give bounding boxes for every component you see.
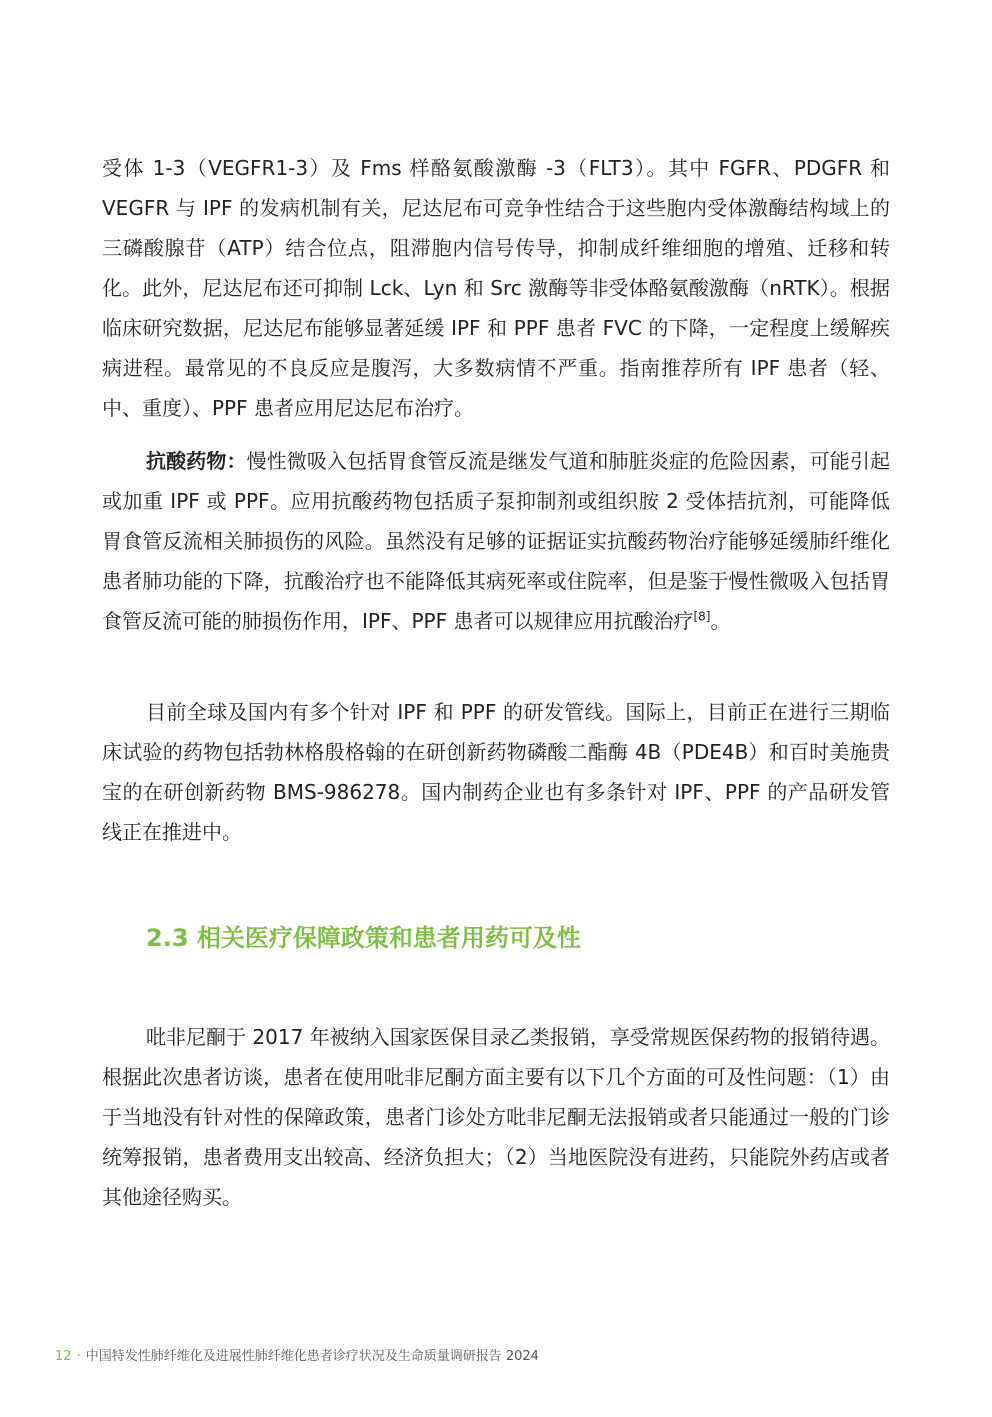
footer-separator: · <box>76 1349 81 1364</box>
antacid-end: 。 <box>710 609 731 633</box>
page-footer <box>55 1347 539 1367</box>
paragraph-nintedanib: 受体 1-3（VEGFR1-3）及 Fms 样酪氨酸激酶 -3（FLT3）。其中 FGFR、PDGFR 和 VEGFR 与 IPF 的发病机制有关，尼达尼布可竞争性结合于这些胞内受体激酶结构域上的三磷酸腺苷（ATP）结合位点，阻滞胞内信号传导，抑制成纤维细胞的增殖、迁移和转化。此外，尼达尼布还可抑制 Lck、Lyn 和 Src 激酶等非受体酪氨酸激酶（nRTK）。根据临床研究数据，尼达尼布能够显著延缓 IPF 和 PPF 患者 FVC 的下降，一定程度上缓解疾病进程。最常见的不良反应是腹泻，大多数病情不严重。指南推荐所有 IPF 患者（轻、中、重度）、PPF 患者应用尼达尼布治疗。 <box>102 156 890 420</box>
section-heading: 2.3 相关医疗保障政策和患者用药可及性 <box>146 924 581 952</box>
footer-title: 中国特发性肺纤维化及进展性肺纤维化患者诊疗状况及生命质量调研报告 2024 <box>85 1349 539 1364</box>
paragraph-pipeline: 目前全球及国内有多个针对 IPF 和 PPF 的研发管线。国际上，目前正在进行三期临床试验的药物包括勃林格殷格翰的在研创新药物磷酸二酯酶 4B（PDE4B）和百时美施贵宝的在研创新药物 BMS-986278。国内制药企业也有多条针对 IPF、PPF 的产品研发管线正在推进中。 <box>102 700 890 844</box>
paragraph-antacid <box>102 441 890 641</box>
antacid-label: 抗酸药物： <box>146 449 247 473</box>
antacid-text: 慢性微吸入包括胃食管反流是继发气道和肺脏炎症的危险因素，可能引起或加重 IPF 或 PPF。应用抗酸药物包括质子泵抑制剂或组织胺 2 受体拮抗剂，可能降低胃食管反流相关肺损伤的风险。虽然没有足够的证据证实抗酸药物治疗能够延缓肺纤维化患者肺功能的下降，抗酸治疗也不能降低其病死率或住院率，但是鉴于慢性微吸入包括胃食管反流可能的肺损伤作用，IPF、PPF 患者可以规律应用抗酸治疗 <box>102 449 891 633</box>
citation-marker: [8] <box>693 609 711 624</box>
paragraph-pirfenidone: 吡非尼酮于 2017 年被纳入国家医保目录乙类报销，享受常规医保药物的报销待遇。根据此次患者访谈，患者在使用吡非尼酮方面主要有以下几个方面的可及性问题：（1）由于当地没有针对性的保障政策，患者门诊处方吡非尼酮无法报销或者只能通过一般的门诊统筹报销，患者费用支出较高、经济负担大；（2）当地医院没有进药，只能院外药店或者其他途径购买。 <box>102 1025 890 1209</box>
page-number: 12 <box>55 1349 72 1364</box>
